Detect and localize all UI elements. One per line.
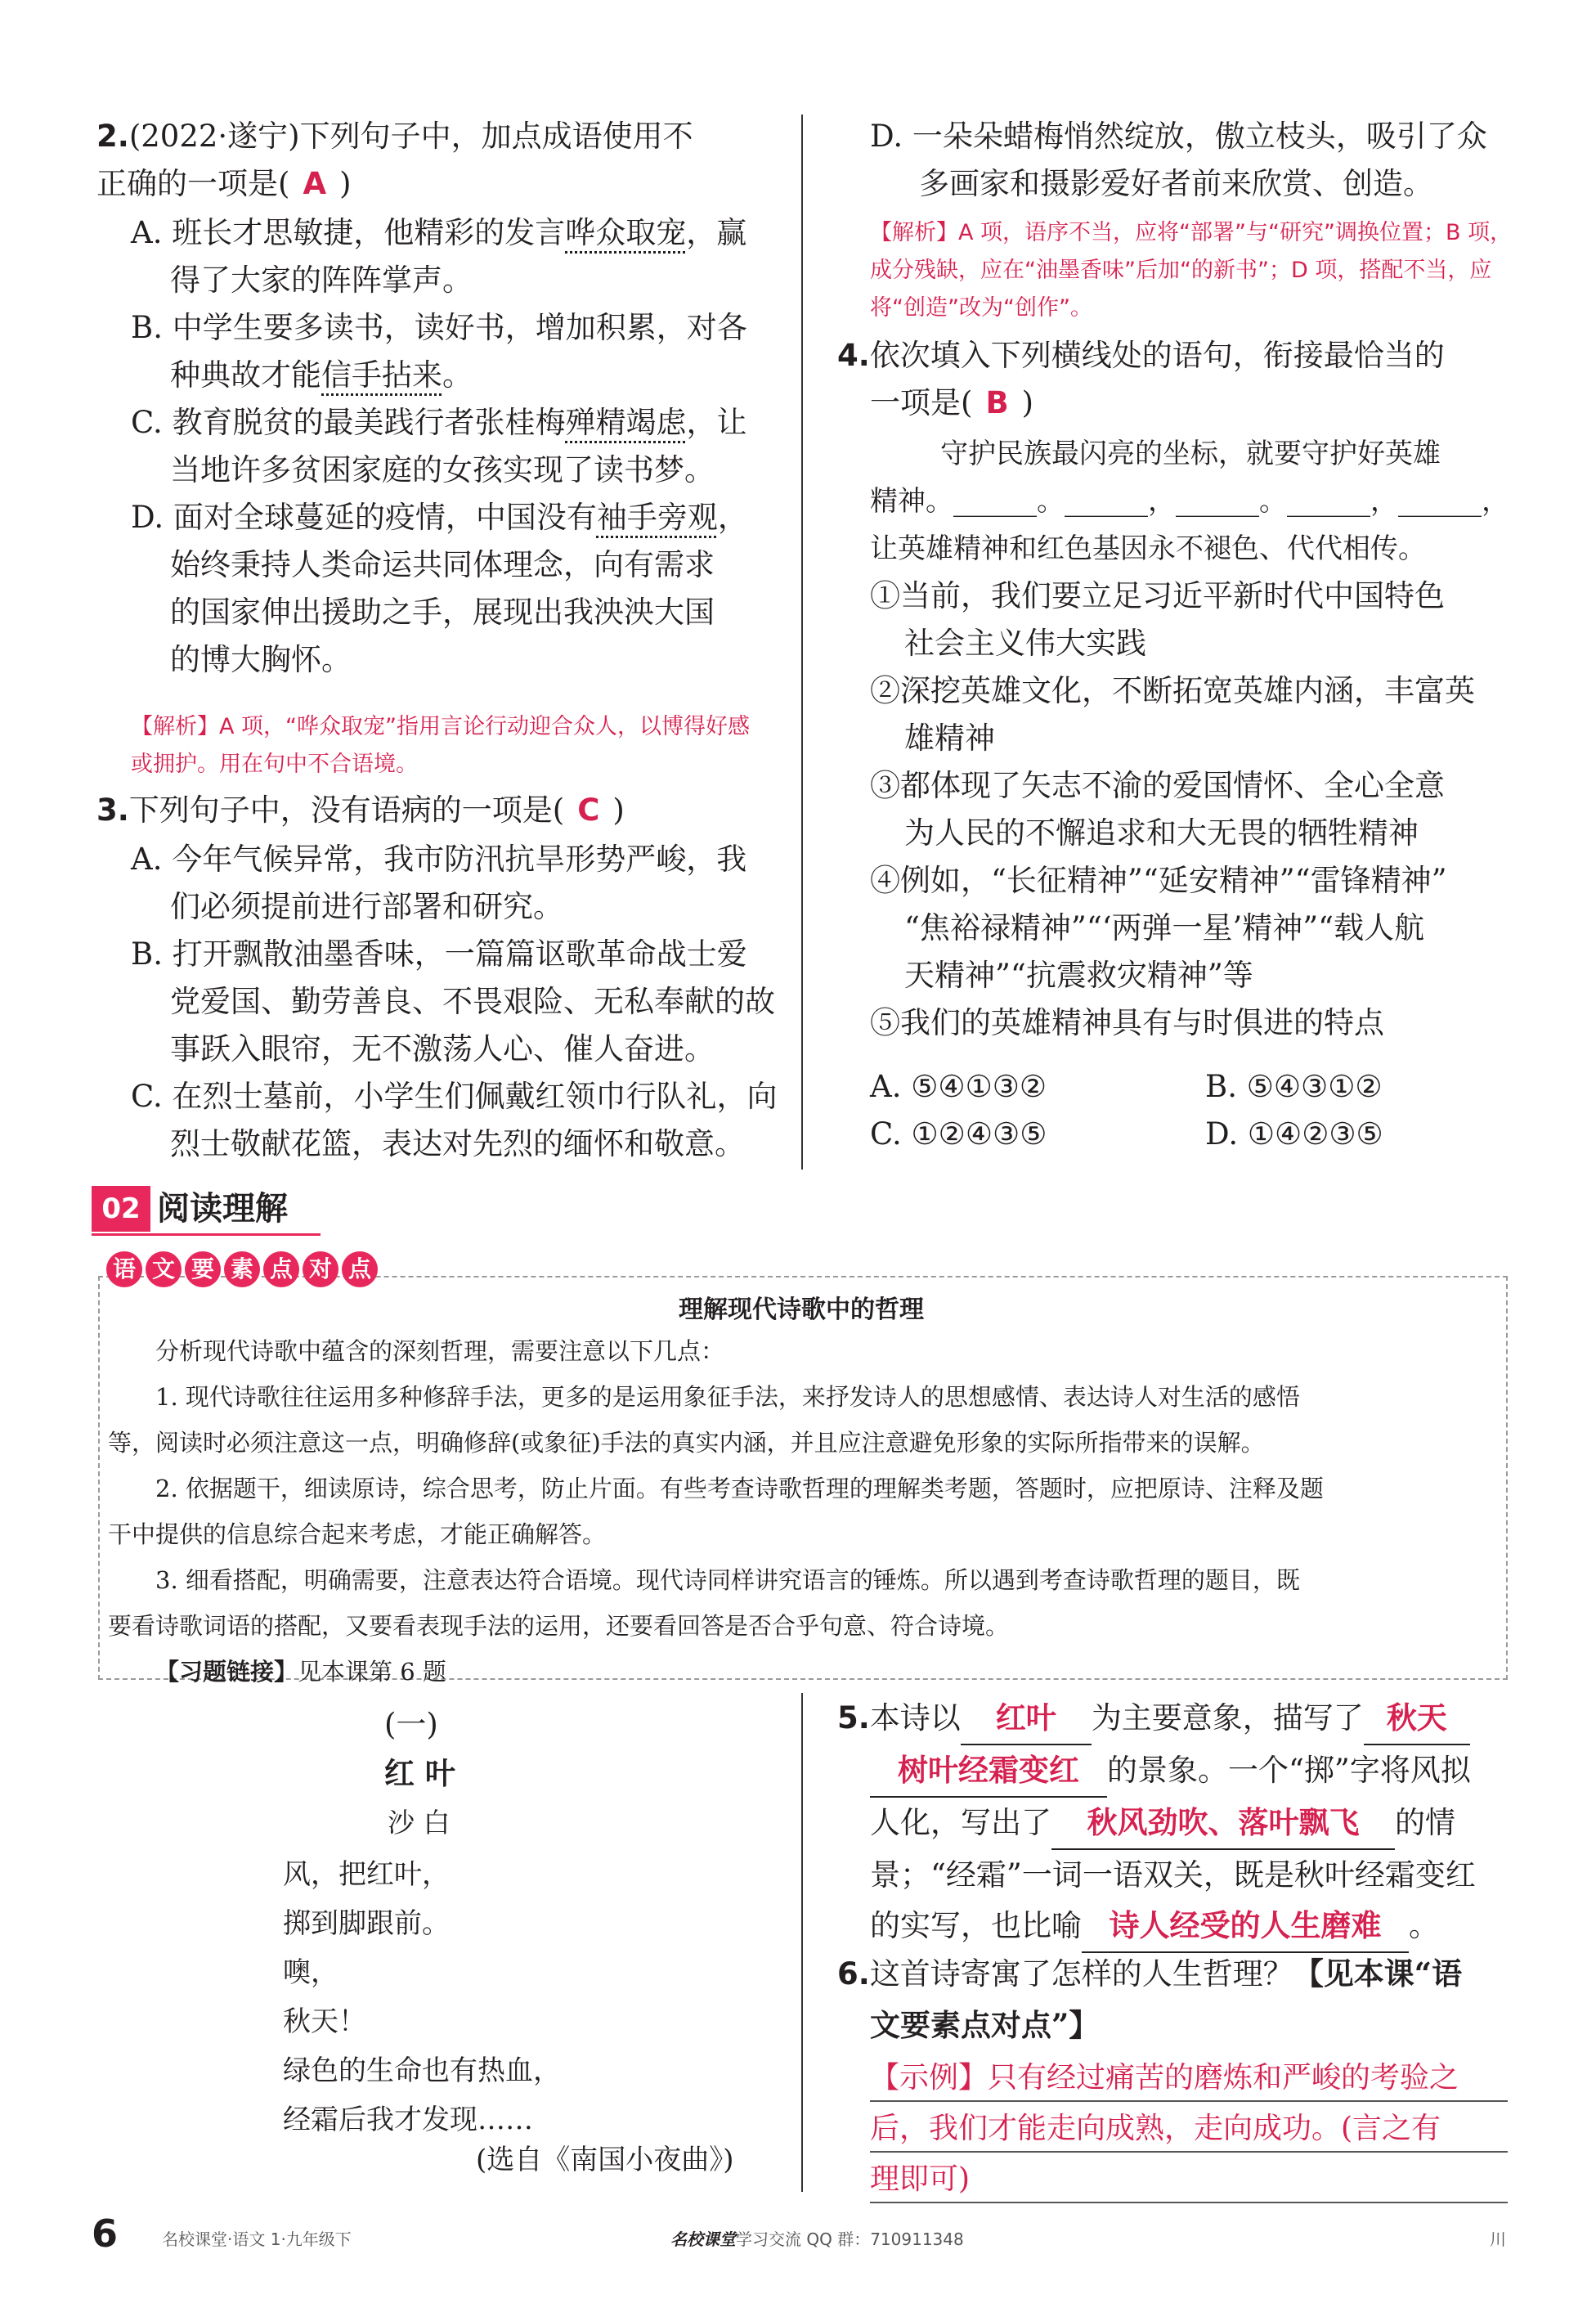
q3-options: [131, 836, 801, 1168]
q3-options-right: [870, 113, 1524, 208]
q6: 6.这首诗寄寓了怎样的人生哲理？【见本课“语 文要素点对点”】: [837, 1956, 1463, 2043]
q3-option-c: C. 在烈士墓前，小学生们佩戴红领巾行队礼，向: [131, 1079, 778, 1114]
q2-option-d-cont3: 的博大胸怀。: [170, 642, 352, 677]
q2-option-d: D. 面对全球蔓延的疫情，中国没有袖手旁观，: [131, 500, 748, 535]
q2-stem: [96, 113, 783, 208]
q3-stem-text: 下列句子中，没有语病的一项是(: [128, 793, 565, 828]
section-number: 02: [92, 1186, 150, 1232]
q2-close: ): [339, 166, 352, 201]
poem-body: 风，把红叶， 掷到脚跟前。 噢， 秋天！ 绿色的生命也有热血， 经霜后我才发现……: [283, 1858, 561, 2136]
poem-source: (选自《南国小夜曲》): [476, 2144, 734, 2176]
q4-sentence-2: ②深挖英雄文化，不断拓宽英雄内涵，丰富英: [870, 673, 1475, 708]
q2-option-b-cont: 种典故才能信手拈来。: [170, 357, 473, 393]
q3-option-b: B. 打开飘散油墨香味，一篇篇讴歌革命战士爱: [131, 936, 747, 972]
section-title: 阅读理解: [157, 1190, 288, 1228]
q3-stem: 3.下列句子中，没有语病的一项是( C ): [96, 793, 625, 828]
q3-option-b-cont2: 事跃入眼帘，无不激荡人心、催人奋进。: [170, 1031, 715, 1066]
keypoints-tag: 语 文 要 素 点 对 点: [106, 1251, 378, 1291]
section-header: [92, 1186, 321, 1232]
q4-options: [870, 1063, 1524, 1158]
poem-title: 红 叶: [384, 1756, 455, 1791]
q3-option-d: D. 一朵朵蜡梅悄然绽放，傲立枝头，吸引了众: [870, 119, 1487, 154]
poem-part: (一): [384, 1707, 438, 1742]
q5: 5.本诗以 红叶 为主要意象，描写了 秋天 树叶经霜变红 的景象。一个“掷”字将风拟 人化，写出了 秋风劲吹、落叶飘飞 的情 景；“经霜”一词一语双关，既是秋叶经霜变红 的实写，也比喻 诗人经受的人生磨难 。: [837, 1693, 1516, 1953]
q6-answer: 【示例】只有经过痛苦的磨炼和严峻的考验之 后，我们才能走向成熟，走向成功。(言之有 理即可): [870, 2061, 1459, 2196]
q4-answer: B: [985, 385, 1009, 420]
q3-option-b-cont: 党爱国、勤劳善良、不畏艰险、无私奉献的故: [170, 984, 775, 1019]
q5-blank-4[interactable]: 诗人经受的人生磨难: [1082, 1901, 1409, 1953]
q2-options: [131, 209, 785, 684]
q2-stem-b: 正确的一项是(: [96, 166, 290, 201]
brand-logo: 名校课堂: [670, 2229, 736, 2249]
q3-option-a: A. 今年气候异常，我市防汛抗旱形势严峻，我: [131, 842, 747, 877]
q3-option-c-cont: 烈士敬献花篮，表达对先烈的缅怀和敬意。: [170, 1126, 745, 1161]
q3-explanation: 【解析】A 项，语序不当，应将“部署”与“研究”调换位置；B 项， 成分残缺，应在“油墨香味”后加“的新书”；D 项，搭配不当，应 将“创造”改为“创作”。: [870, 220, 1513, 321]
q4-sentence-3: ③都体现了矢志不渝的爱国情怀、全心全意: [870, 768, 1445, 803]
poem-author: 沙 白: [388, 1807, 451, 1839]
q4-passage: 守护民族最闪亮的坐标，就要守护好英雄 精神。______。______，______。______，______， 让英雄精神和红色基因永不褪色、代代相传。: [870, 438, 1509, 565]
q2-source: (2022·遂宁): [128, 119, 300, 154]
column-divider-lower: [801, 1693, 803, 2192]
footer-qq: 名校课堂学习交流 QQ 群：710911348: [670, 2229, 964, 2249]
q5-blank-2b[interactable]: 树叶经霜变红: [870, 1745, 1107, 1798]
q4-option-d: D. ①④②③⑤: [1205, 1116, 1383, 1152]
q2-option-b: B. 中学生要多读书，读好书，增加积累，对各: [131, 310, 747, 345]
q5-blank-1[interactable]: 红叶: [961, 1693, 1092, 1745]
section-underline: [92, 1233, 321, 1236]
page-number: 6: [92, 2211, 119, 2256]
q4-stem: 4.依次填入下列横线处的语句，衔接最恰当的 一项是( B ): [837, 338, 1445, 420]
q4-option-c: C. ①②④③⑤: [870, 1116, 1047, 1152]
keypoints-text: 分析现代诗歌中蕴含的深刻哲理，需要注意以下几点： 1. 现代诗歌往往运用多种修辞手法，更多的是运用象征手法，来抒发诗人的思想感情、表达诗人对生活的感悟 等，阅读时必须注意这一点，明确修辞(或象征)手法的真实内涵，并且应注意避免形象的实际所指带来的误解。 2. 依据题干，细读原诗，综合思考，防止片面。有些考查诗歌哲理的理解类考题，答题时，应把原诗、注释及题 干中提供的信息综合起来考虑，才能正确解答。 3. 细看搭配，明确需要，注意表达符合语境。现代诗同样讲究语言的锤炼。所以遇到考查诗歌哲理的题目，既 要看诗歌词语的搭配，又要看表现手法的运用，还要看回答是否合乎句意、符合诗境。 【习题链接】见本课第 6 题: [108, 1337, 1324, 1686]
q6-reference: 【见本课“语: [1293, 1956, 1463, 1991]
q4-option-b: B. ⑤④③①②: [1205, 1069, 1383, 1104]
q3-answer: C: [577, 793, 600, 828]
q4-sentence-1: ①当前，我们要立足习近平新时代中国特色: [870, 578, 1445, 613]
q4-option-a: A. ⑤④①③②: [870, 1069, 1047, 1104]
exercise-link-text: 见本课第 6 题: [298, 1658, 446, 1686]
q2-option-c-cont: 当地许多贫困家庭的女孩实现了读书梦。: [170, 452, 715, 487]
q4-sentences: ①当前，我们要立足习近平新时代中国特色 社会主义伟大实践 ②深挖英雄文化，不断拓宽英雄内涵，丰富英 雄精神 ③都体现了矢志不渝的爱国情怀、全心全意 为人民的不懈追求和大无畏的牺牲精神 ④例如，“长征精神”“延安精神”“雷锋精神” “焦裕禄精神”“‘两弹一星’精神”“载人航 天精神”“抗震救灾精神”等 ⑤我们的英雄精神具有与时俱进的特点: [870, 573, 1524, 1047]
q5-number: 5.: [837, 1700, 870, 1736]
q2-option-c: C. 教育脱贫的最美践行者张桂梅殚精竭虑，让: [131, 405, 747, 440]
q2-explanation: 【解析】A 项，“哗众取宠”指用言论行动迎合众人，以博得好感 或拥护。用在句中不合语境。: [131, 714, 751, 777]
q2-stem-a: 下列句子中，加点成语使用不: [299, 119, 693, 154]
footer-series: 名校课堂·语文 1·九年级下: [162, 2229, 352, 2249]
keypoints-title: 理解现代诗歌中的哲理: [679, 1295, 924, 1324]
q3-option-a-cont: 们必须提前进行部署和研究。: [170, 889, 563, 924]
q5-blank-2a[interactable]: 秋天: [1364, 1693, 1470, 1745]
q2-number: 2.: [96, 119, 129, 154]
q4-sentence-4: ④例如，“长征精神”“延安精神”“雷锋精神”: [870, 863, 1447, 898]
q4-sentence-5: ⑤我们的英雄精神具有与时俱进的特点: [870, 1005, 1384, 1040]
q2-option-d-cont: 始终秉持人类命运共同体理念，向有需求: [170, 547, 715, 582]
q2-answer: A: [303, 166, 327, 201]
q3-option-d-cont: 多画家和摄影爱好者前来欣赏、创造。: [919, 166, 1433, 201]
q2-option-a-cont: 得了大家的阵阵掌声。: [170, 263, 473, 298]
q2-option-d-cont2: 的国家伸出援助之手，展现出我泱泱大国: [170, 595, 715, 630]
q3-number: 3.: [96, 793, 129, 828]
q2-option-a: A. 班长才思敏捷，他精彩的发言哗众取宠，赢: [131, 215, 747, 250]
q6-number: 6.: [837, 1956, 870, 1991]
q4-number: 4.: [837, 338, 870, 373]
q5-blank-3[interactable]: 秋风劲吹、落叶飘飞: [1051, 1798, 1395, 1850]
column-divider: [801, 115, 803, 1170]
exercise-link-label: 【习题链接】: [155, 1658, 298, 1686]
footer-region: 川: [1490, 2229, 1506, 2249]
